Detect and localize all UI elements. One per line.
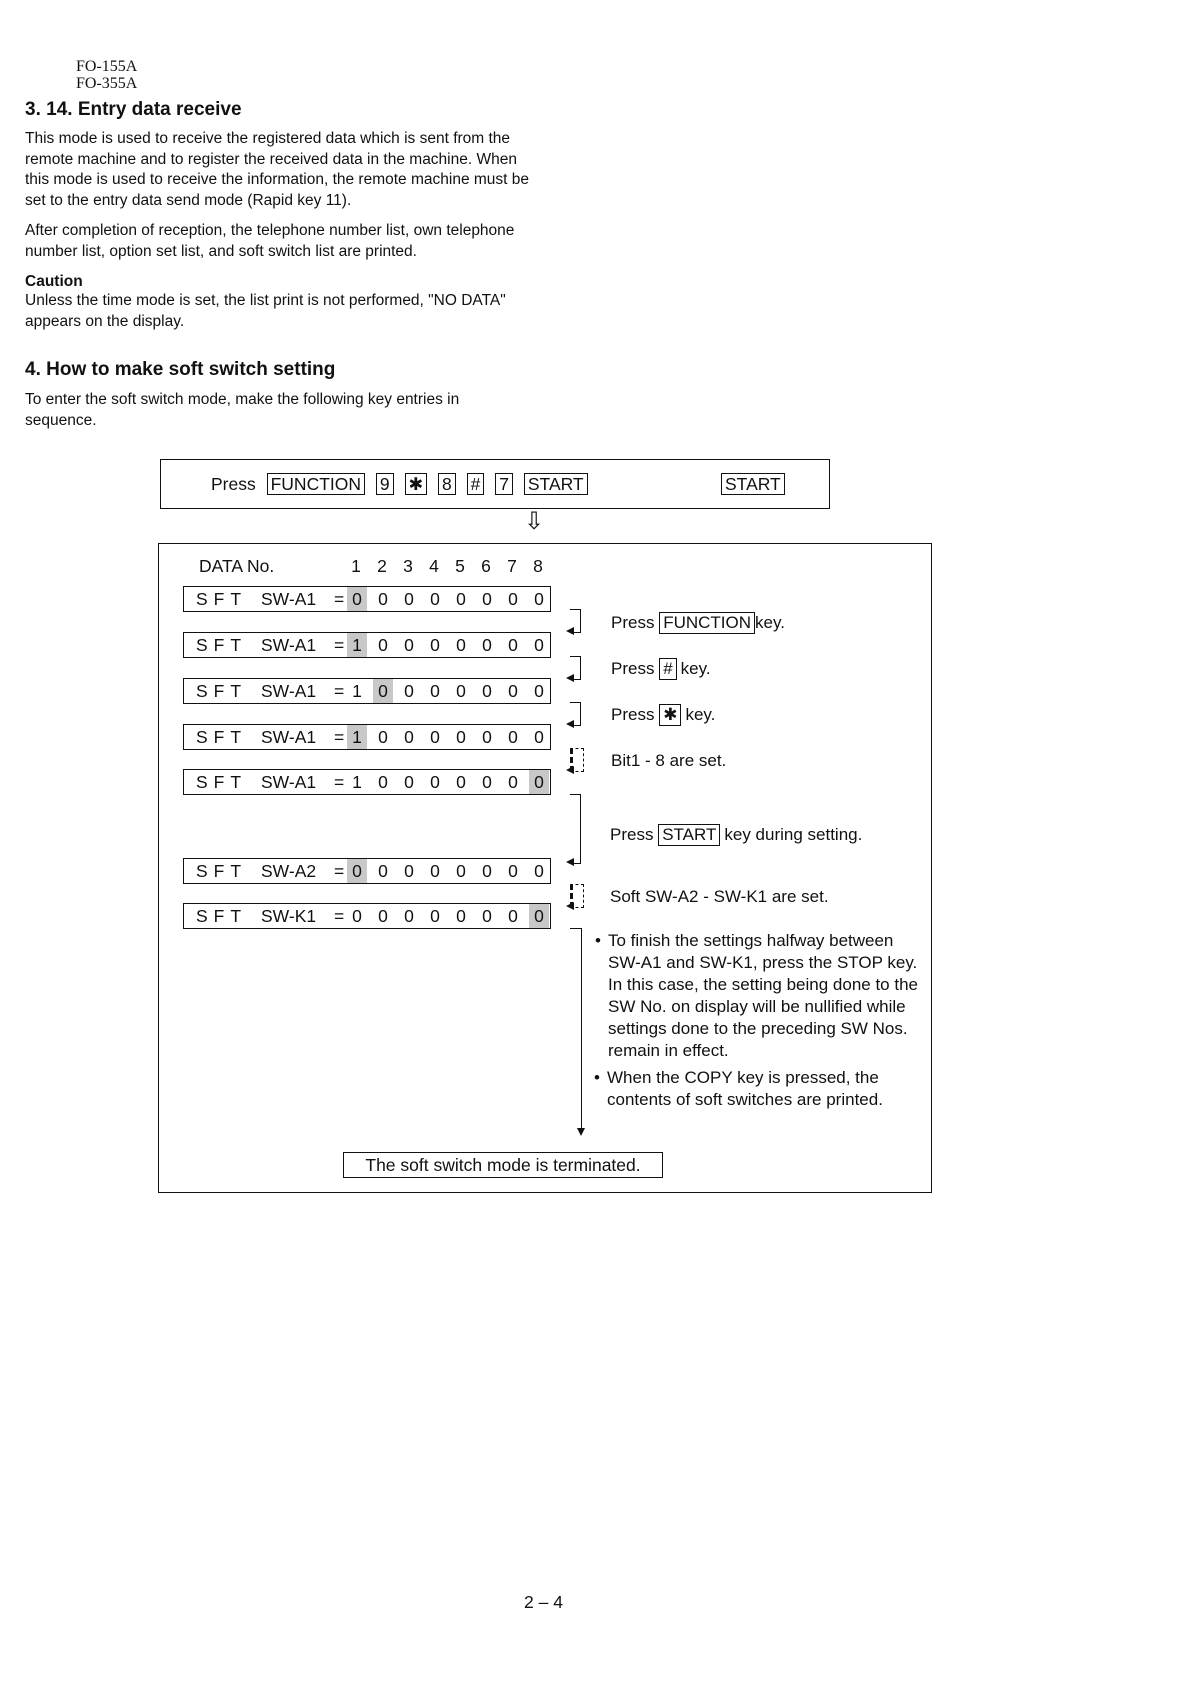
lcd-switch-number: SW-A1	[261, 772, 317, 792]
lcd-switch-number: SW-A2	[261, 861, 317, 881]
arrow-left-icon	[566, 720, 574, 728]
lcd-bit: 0	[347, 859, 367, 883]
lcd-bit: 0	[508, 906, 518, 926]
lcd-bit: 0	[456, 772, 466, 792]
lcd-bit: 0	[508, 727, 518, 747]
section-4-heading: 4. How to make soft switch setting	[25, 359, 336, 380]
arrow-left-icon	[566, 766, 574, 774]
lcd-equals: =	[334, 635, 345, 655]
lcd-bit: 1	[352, 772, 362, 792]
bullet-icon: •	[595, 931, 601, 950]
lcd-bit: 0	[482, 861, 492, 881]
lcd-bit: 0	[534, 861, 544, 881]
note-tail: key during setting.	[724, 825, 863, 844]
lcd-bit: 0	[378, 589, 388, 609]
lcd-display-row	[183, 724, 551, 750]
bullet-stop-text: To finish the settings halfway between SW-A1 and SW-K1, press the STOP key. In this case, the setting being done to the SW No. on display will be nullified while settings done to the preceding SW Nos. remain in effect.	[608, 931, 918, 1060]
note-tail: key.	[755, 613, 785, 632]
lcd-bit: 0	[482, 589, 492, 609]
lcd-bit: 0	[508, 589, 518, 609]
lcd-equals: =	[334, 906, 345, 926]
lcd-equals: =	[334, 727, 345, 747]
bit-number: 2	[377, 556, 387, 576]
lcd-bit: 0	[430, 861, 440, 881]
note-a2-k1-set: Soft SW-A2 - SW-K1 are set.	[610, 887, 829, 906]
data-no-label: DATA No.	[199, 556, 275, 576]
connector-5	[570, 794, 581, 864]
down-arrow-icon: ⇩	[524, 508, 545, 535]
asterisk-key-note: ✱	[659, 704, 681, 726]
note-function	[611, 612, 785, 634]
arrow-left-icon	[566, 627, 574, 635]
arrow-left-icon	[566, 858, 574, 866]
second-start	[721, 473, 791, 495]
lcd-mode-label: SFT	[196, 772, 248, 792]
note-asterisk	[611, 704, 715, 726]
note-press: Press	[611, 659, 655, 678]
lcd-bit: 0	[482, 635, 492, 655]
section-3-14-paragraph-1: This mode is used to receive the registered data which is sent from the remote machine and to register the received data in the machine. When this mode is used to receive the information, the remote machine must be set to the entry data send mode (Rapid key 11).	[25, 130, 529, 209]
lcd-bit: 0	[404, 635, 414, 655]
lcd-display-row	[183, 632, 551, 658]
lcd-bit: 0	[404, 906, 414, 926]
lcd-bit: 0	[456, 635, 466, 655]
note-hash	[611, 658, 711, 680]
arrow-down-icon	[577, 1128, 585, 1136]
bullet-copy	[594, 1067, 929, 1111]
lcd-bit: 0	[456, 589, 466, 609]
lcd-bit: 1	[347, 725, 367, 749]
lcd-switch-number: SW-K1	[261, 906, 317, 926]
lcd-bit: 0	[482, 681, 492, 701]
note-bits-set: Bit1 - 8 are set.	[611, 751, 727, 770]
lcd-bit: 0	[508, 635, 518, 655]
lcd-display-row	[183, 769, 551, 795]
bit-number: 3	[403, 556, 413, 576]
lcd-bit: 0	[529, 770, 549, 794]
arrow-left-icon	[566, 902, 574, 910]
model-number-2: FO-355A	[76, 75, 138, 92]
lcd-bit: 0	[373, 679, 393, 703]
bit-number: 7	[507, 556, 517, 576]
note-tail: key.	[685, 705, 716, 724]
lcd-mode-label: SFT	[196, 906, 248, 926]
key-sequence	[211, 473, 594, 495]
note-start	[610, 824, 862, 846]
model-number-1: FO-155A	[76, 58, 138, 75]
lcd-bit: 0	[430, 681, 440, 701]
lcd-equals: =	[334, 772, 345, 792]
key-7: 7	[495, 473, 513, 495]
lcd-bit: 0	[430, 589, 440, 609]
lcd-bit: 0	[534, 589, 544, 609]
connector-7-line	[581, 928, 582, 1130]
start-key-2: START	[721, 473, 785, 495]
lcd-bit: 0	[529, 904, 549, 928]
lcd-bit: 0	[534, 727, 544, 747]
lcd-display-row	[183, 678, 551, 704]
bit-number: 1	[351, 556, 361, 576]
bullet-copy-text: When the COPY key is pressed, the contents of soft switches are printed.	[607, 1068, 883, 1109]
lcd-bit: 0	[508, 861, 518, 881]
lcd-bit: 0	[378, 635, 388, 655]
function-key-note: FUNCTION	[659, 612, 755, 634]
page-number: 2 – 4	[524, 1592, 563, 1612]
bullet-icon: •	[594, 1068, 600, 1087]
lcd-bit: 0	[456, 727, 466, 747]
lcd-bit: 0	[482, 727, 492, 747]
lcd-bit: 1	[352, 681, 362, 701]
lcd-bit: 0	[534, 635, 544, 655]
lcd-display-row	[183, 903, 551, 929]
note-tail: key.	[680, 659, 711, 678]
lcd-bit: 0	[347, 587, 367, 611]
key-sequence-box	[160, 459, 830, 509]
lcd-bit: 0	[456, 906, 466, 926]
lcd-mode-label: SFT	[196, 635, 248, 655]
lcd-bit: 0	[404, 772, 414, 792]
lcd-equals: =	[334, 589, 345, 609]
hash-key: #	[467, 473, 485, 495]
asterisk-key: ✱	[405, 473, 428, 495]
lcd-bit: 1	[347, 633, 367, 657]
bit-number-header	[183, 556, 549, 578]
caution-text: Unless the time mode is set, the list print is not performed, "NO DATA" appears on the display.	[25, 292, 506, 330]
press-label: Press	[211, 474, 256, 494]
lcd-bit: 0	[482, 772, 492, 792]
note-press: Press	[611, 613, 655, 632]
caution-title: Caution	[25, 273, 83, 290]
key-9: 9	[376, 473, 394, 495]
lcd-bit: 0	[508, 772, 518, 792]
lcd-display-row	[183, 858, 551, 884]
start-key-note: START	[658, 824, 720, 846]
lcd-display-row	[183, 586, 551, 612]
start-key-1: START	[524, 473, 588, 495]
arrow-left-icon	[566, 674, 574, 682]
lcd-bit: 0	[404, 861, 414, 881]
bullet-stop	[595, 930, 930, 1062]
section-4-intro: To enter the soft switch mode, make the following key entries in sequence.	[25, 391, 460, 429]
lcd-bit: 0	[430, 772, 440, 792]
section-3-14-heading: 3. 14. Entry data receive	[25, 99, 242, 120]
lcd-bit: 0	[456, 861, 466, 881]
lcd-bit: 0	[404, 589, 414, 609]
key-8: 8	[438, 473, 456, 495]
bit-number: 6	[481, 556, 491, 576]
lcd-bit: 0	[404, 727, 414, 747]
lcd-equals: =	[334, 681, 345, 701]
lcd-bit: 0	[404, 681, 414, 701]
lcd-mode-label: SFT	[196, 681, 248, 701]
lcd-bit: 0	[378, 861, 388, 881]
lcd-bit: 0	[482, 906, 492, 926]
bit-number: 4	[429, 556, 439, 576]
lcd-bit: 0	[378, 906, 388, 926]
lcd-switch-number: SW-A1	[261, 681, 317, 701]
lcd-switch-number: SW-A1	[261, 727, 317, 747]
lcd-bit: 0	[430, 635, 440, 655]
lcd-bit: 0	[534, 681, 544, 701]
terminated-box: The soft switch mode is terminated.	[343, 1152, 663, 1178]
function-key: FUNCTION	[267, 473, 365, 495]
lcd-bit: 0	[508, 681, 518, 701]
note-press: Press	[611, 705, 655, 724]
hash-key-note: #	[659, 658, 676, 680]
lcd-switch-number: SW-A1	[261, 589, 317, 609]
lcd-mode-label: SFT	[196, 861, 248, 881]
lcd-bit: 0	[378, 772, 388, 792]
bit-number: 8	[533, 556, 543, 576]
section-3-14-paragraph-2: After completion of reception, the telephone number list, own telephone number list, option set list, and soft switch list are printed.	[25, 222, 515, 260]
note-press: Press	[610, 825, 654, 844]
lcd-bit: 0	[430, 727, 440, 747]
lcd-bit: 0	[456, 681, 466, 701]
lcd-mode-label: SFT	[196, 589, 248, 609]
bit-number: 5	[455, 556, 465, 576]
lcd-bit: 0	[378, 727, 388, 747]
lcd-bit: 0	[352, 906, 362, 926]
lcd-equals: =	[334, 861, 345, 881]
lcd-bit: 0	[430, 906, 440, 926]
lcd-switch-number: SW-A1	[261, 635, 317, 655]
lcd-mode-label: SFT	[196, 727, 248, 747]
